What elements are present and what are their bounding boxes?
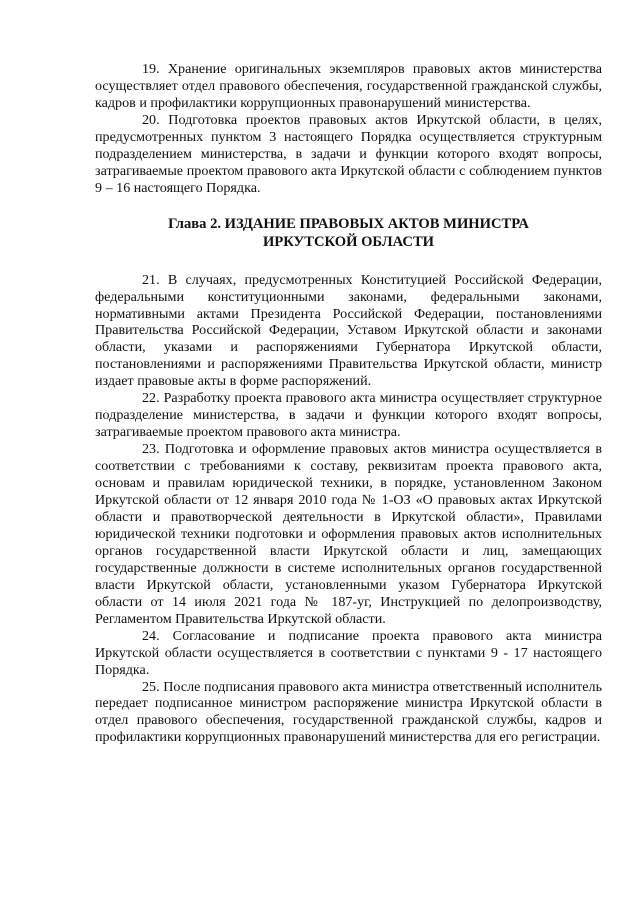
paragraph-24: 24. Согласование и подписание проекта правового акта министра Иркутской области осуществляется в соответствии с пунктами 9 - 17 настоящего Порядка. <box>95 627 602 678</box>
chapter-heading <box>95 215 602 251</box>
paragraph-19: 19. Хранение оригинальных экземпляров правовых актов министерства осуществляет отдел правового обеспечения, государственной гражданской службы, кадров и профилактики коррупционных правонарушений министерства. <box>95 61 602 111</box>
paragraph-20: 20. Подготовка проектов правовых актов Иркутской области, в целях, предусмотренных пунктом 3 настоящего Порядка осуществляется структурным подразделением министерства, в задачи и функции которого входят вопросы, затрагиваемые проектом правового акта Иркутской области с соблюдением пунктов 9 – 16 настоящего Порядка. <box>95 111 602 196</box>
spacer <box>95 251 602 272</box>
paragraph-22: 22. Разработку проекта правового акта министра осуществляет структурное подразделение министерства, в задачи и функции которого входят вопросы, затрагиваемые проектом правового акта министра. <box>95 390 602 441</box>
paragraph-23: 23. Подготовка и оформление правовых актов министра осуществляется в соответствии с требованиями к составу, реквизитам проекта правового акта, основам и правилам юридической техники, в порядке, установленном Законом Иркутской области от 12 января 2010 года № 1-ОЗ «О правовых актах Иркутской области и правотворческой деятельности в Иркутской области», Правилами юридической техники подготовки и оформления правовых актов исполнительных органов государственной власти Иркутской области и лиц, замещающих государственные должности в системе исполнительных органов государственной власти Иркутской области, установленными указом Губернатора Иркутской области от 14 июля 2021 года № 187-уг, Инструкцией по делопроизводству, Регламентом Правительства Иркутской области. <box>95 441 602 627</box>
document-page <box>95 61 602 746</box>
paragraph-25: 25. После подписания правового акта министра ответственный исполнитель передает подписанное министром распоряжение министра Иркутской области в отдел правового обеспечения, государственной гражданской службы, кадров и профилактики коррупционных правонарушений министерства для его регистрации. <box>95 678 602 746</box>
paragraph-21: 21. В случаях, предусмотренных Конституцией Российской Федерации, федеральными конституционными законами, федеральными законами, нормативными актами Президента Российской Федерации, постановлениями Правительства Российской Федерации, Уставом Иркутской области и законами области, указами и распоряжениями Губернатора Иркутской области, постановлениями и распоряжениями Правительства Иркутской области, министр издает правовые акты в форме распоряжений. <box>95 271 602 390</box>
chapter-heading-line-2: ИРКУТСКОЙ ОБЛАСТИ <box>262 233 435 250</box>
spacer <box>95 197 602 215</box>
chapter-heading-line-1: Глава 2. ИЗДАНИЕ ПРАВОВЫХ АКТОВ МИНИСТРА <box>168 215 529 232</box>
